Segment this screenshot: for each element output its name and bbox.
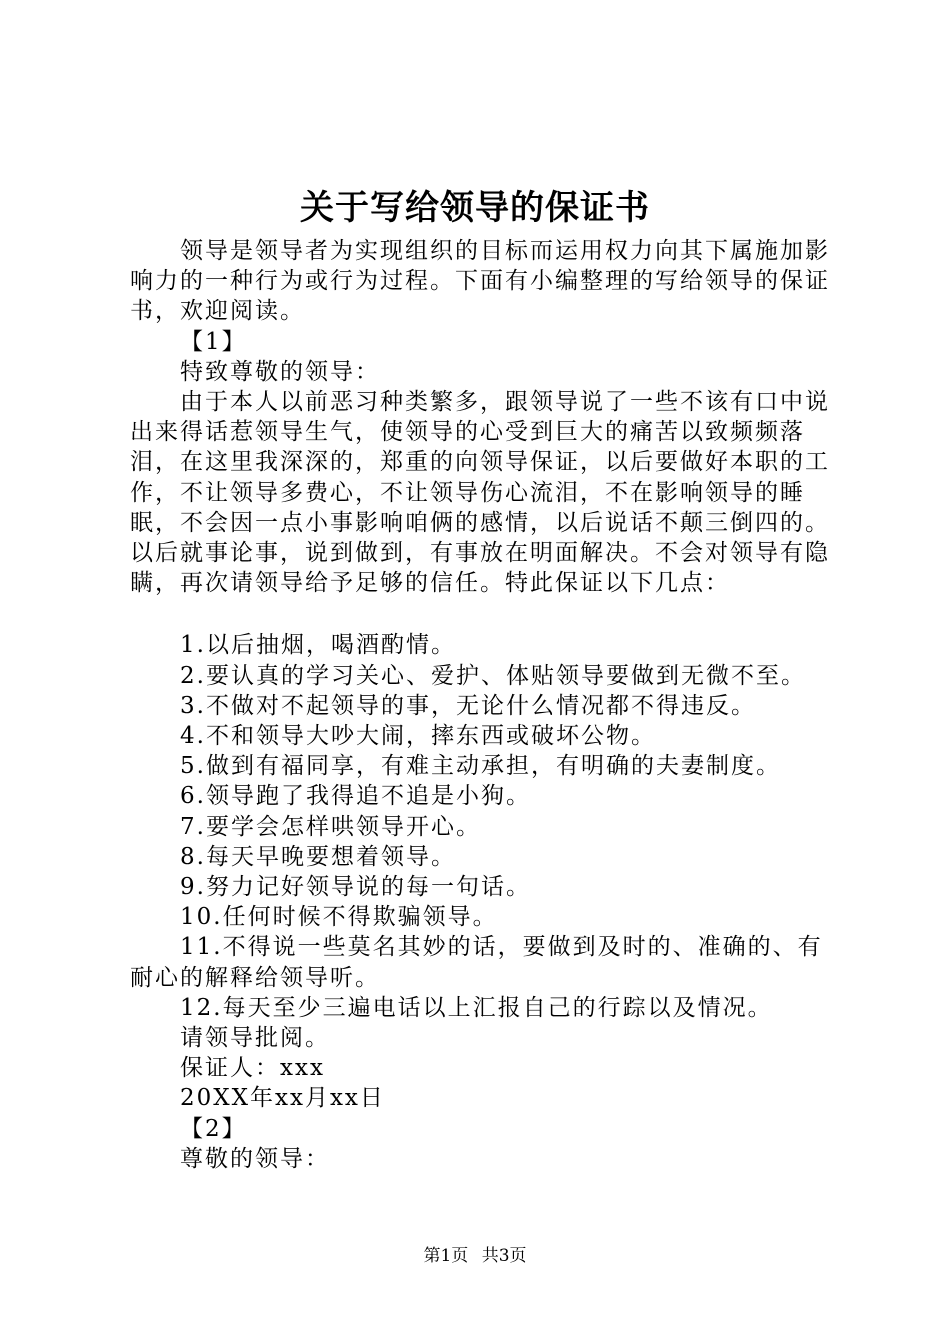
list-item: 1.以后抽烟，喝酒酌情。 bbox=[180, 632, 456, 659]
page-footer: 第1页 共3页 bbox=[423, 1246, 527, 1266]
spacer bbox=[130, 598, 830, 630]
list-item: 3.不做对不起领导的事，无论什么情况都不得违反。 bbox=[180, 692, 756, 719]
list-item: 12.每天至少三遍电话以上汇报自己的行踪以及情况。 bbox=[180, 994, 773, 1021]
list-item: 6.领导跑了我得追不追是小狗。 bbox=[180, 783, 531, 810]
list-item: 10.任何时候不得欺骗领导。 bbox=[180, 904, 498, 931]
closing-line: 请领导批阅。 bbox=[180, 1025, 330, 1052]
list-item: 5.做到有福同享，有难主动承担，有明确的夫妻制度。 bbox=[180, 753, 781, 780]
list-item: 11.不得说一些莫名其妙的话，要做到及时的、准确的、有耐心的解释给领导听。 bbox=[130, 934, 823, 991]
document-title: 关于写给领导的保证书 bbox=[300, 188, 650, 228]
document-body bbox=[130, 236, 830, 1174]
paragraph-1: 由于本人以前恶习种类繁多，跟领导说了一些不该有口中说出来得话惹领导生气，使领导的心受到巨大的痛苦以致频频落泪，在这里我深深的，郑重的向领导保证，以后要做好本职的工作，不让领导多费心，不让领导伤心流泪，不在影响领导的睡眠，不会因一点小事影响咱俩的感情，以后说话不颠三倒四的。以后就事论事，说到做到，有事放在明面解决。不会对领导有隐瞒，再次请领导给予足够的信任。特此保证以下几点： bbox=[130, 389, 830, 597]
section-marker-1: 【1】 bbox=[180, 328, 247, 355]
intro-paragraph: 领导是领导者为实现组织的目标而运用权力向其下属施加影响力的一种行为或行为过程。下面有小编整理的写给领导的保证书，欢迎阅读。 bbox=[130, 238, 830, 325]
guarantor-line: 保证人：xxx bbox=[180, 1055, 325, 1082]
list-item: 9.努力记好领导说的每一句话。 bbox=[180, 874, 531, 901]
list-item: 4.不和领导大吵大闹，摔东西或破坏公物。 bbox=[180, 723, 656, 750]
salutation-1: 特致尊敬的领导： bbox=[180, 358, 380, 385]
date-line: 20XX年xx月xx日 bbox=[180, 1085, 385, 1112]
list-item: 2.要认真的学习关心、爱护、体贴领导要做到无微不至。 bbox=[180, 662, 806, 689]
list-item: 7.要学会怎样哄领导开心。 bbox=[180, 813, 481, 840]
list-item: 8.每天早晚要想着领导。 bbox=[180, 843, 456, 870]
salutation-2: 尊敬的领导： bbox=[180, 1145, 330, 1172]
section-marker-2: 【2】 bbox=[180, 1115, 247, 1142]
